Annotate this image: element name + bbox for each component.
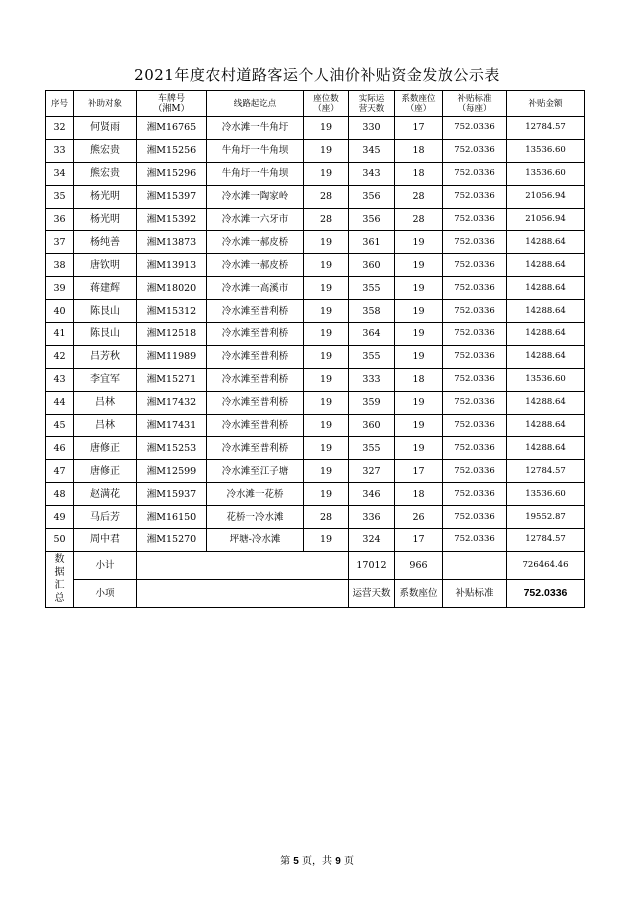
table-row: [46, 345, 585, 368]
header-days: [349, 91, 395, 117]
cell-seats: 19: [304, 483, 349, 506]
cell-standard: 752.0336: [443, 437, 507, 460]
summary-standard-label: 补贴标准: [443, 579, 507, 607]
header-seats-line1: 座位数: [313, 93, 339, 104]
cell-amount: 13536.60: [507, 368, 585, 391]
cell-plate: 湘M16150: [137, 506, 207, 529]
cell-seats: 28: [304, 185, 349, 208]
cell-seq: 50: [46, 529, 74, 552]
header-standard-line2: （每座）: [457, 103, 492, 114]
summary-empty-cell: [443, 551, 507, 579]
cell-standard: 752.0336: [443, 208, 507, 231]
table-row: [46, 139, 585, 162]
cell-plate: 湘M15937: [137, 483, 207, 506]
summary-empty-cell: [137, 579, 349, 607]
summary-subtotal-amount: 726464.46: [507, 551, 585, 579]
cell-plate: 湘M11989: [137, 345, 207, 368]
cell-days: 343: [349, 162, 395, 185]
cell-days: 360: [349, 414, 395, 437]
cell-coef: 26: [395, 506, 443, 529]
summary-subtotal-days: 17012: [349, 551, 395, 579]
cell-days: 361: [349, 231, 395, 254]
summary-standard-value: 752.0336: [507, 579, 585, 607]
header-seats: [304, 91, 349, 117]
cell-standard: 752.0336: [443, 254, 507, 277]
cell-seats: 19: [304, 460, 349, 483]
header-plate-line1: 车牌号: [157, 93, 185, 104]
cell-plate: 湘M15296: [137, 162, 207, 185]
cell-amount: 12784.57: [507, 117, 585, 140]
cell-days: 327: [349, 460, 395, 483]
cell-standard: 752.0336: [443, 162, 507, 185]
cell-days: 336: [349, 506, 395, 529]
cell-standard: 752.0336: [443, 529, 507, 552]
header-days-line2: 营天数: [358, 103, 385, 114]
subsidy-table: [45, 90, 585, 608]
cell-seq: 44: [46, 391, 74, 414]
table-row: [46, 506, 585, 529]
table-row: [46, 185, 585, 208]
cell-seats: 19: [304, 117, 349, 140]
cell-standard: 752.0336: [443, 345, 507, 368]
table-header-row: [46, 91, 585, 117]
cell-seats: 19: [304, 139, 349, 162]
cell-name: 唐修正: [74, 437, 137, 460]
cell-plate: 湘M12599: [137, 460, 207, 483]
summary-coef-label: 系数座位: [395, 579, 443, 607]
cell-coef: 18: [395, 139, 443, 162]
cell-standard: 752.0336: [443, 277, 507, 300]
cell-days: 355: [349, 437, 395, 460]
table-row: [46, 460, 585, 483]
cell-coef: 18: [395, 162, 443, 185]
header-name: 补助对象: [74, 91, 137, 117]
cell-name: 熊宏贵: [74, 162, 137, 185]
cell-coef: 17: [395, 529, 443, 552]
cell-seats: 19: [304, 162, 349, 185]
cell-amount: 14288.64: [507, 277, 585, 300]
cell-coef: 19: [395, 414, 443, 437]
cell-seq: 38: [46, 254, 74, 277]
cell-standard: 752.0336: [443, 368, 507, 391]
cell-plate: 湘M15397: [137, 185, 207, 208]
cell-days: 356: [349, 208, 395, 231]
header-standard-line1: 补贴标准: [457, 93, 492, 104]
cell-route: 冷水滩一郝皮桥: [207, 254, 304, 277]
cell-route: 牛角圩一牛角坝: [207, 139, 304, 162]
cell-route: 坪塘-冷水滩: [207, 529, 304, 552]
cell-standard: 752.0336: [443, 117, 507, 140]
cell-seq: 34: [46, 162, 74, 185]
cell-seq: 48: [46, 483, 74, 506]
cell-coef: 17: [395, 117, 443, 140]
cell-days: 333: [349, 368, 395, 391]
cell-standard: 752.0336: [443, 185, 507, 208]
cell-seq: 49: [46, 506, 74, 529]
cell-seq: 40: [46, 300, 74, 323]
summary-category: 数据汇总: [46, 551, 74, 607]
cell-days: 330: [349, 117, 395, 140]
cell-coef: 19: [395, 437, 443, 460]
cell-days: 359: [349, 391, 395, 414]
cell-standard: 752.0336: [443, 460, 507, 483]
cell-coef: 18: [395, 368, 443, 391]
cell-name: 赵满花: [74, 483, 137, 506]
cell-name: 杨光明: [74, 185, 137, 208]
cell-days: 364: [349, 323, 395, 346]
header-seats-line2: （座）: [313, 103, 339, 114]
table-row: [46, 117, 585, 140]
cell-coef: 19: [395, 345, 443, 368]
cell-standard: 752.0336: [443, 483, 507, 506]
cell-plate: 湘M15271: [137, 368, 207, 391]
cell-plate: 湘M12518: [137, 323, 207, 346]
cell-seats: 19: [304, 529, 349, 552]
table-row: [46, 208, 585, 231]
cell-name: 熊宏贵: [74, 139, 137, 162]
cell-route: 冷水滩一高溪市: [207, 277, 304, 300]
cell-name: 马后芳: [74, 506, 137, 529]
cell-standard: 752.0336: [443, 323, 507, 346]
cell-coef: 19: [395, 254, 443, 277]
cell-seq: 45: [46, 414, 74, 437]
cell-plate: 湘M17432: [137, 391, 207, 414]
cell-standard: 752.0336: [443, 391, 507, 414]
header-standard: [443, 91, 507, 117]
header-coef-line2: （座）: [405, 103, 432, 114]
cell-amount: 21056.94: [507, 208, 585, 231]
cell-coef: 19: [395, 391, 443, 414]
summary-item-label: 小项: [74, 579, 137, 607]
cell-seats: 19: [304, 391, 349, 414]
cell-plate: 湘M15253: [137, 437, 207, 460]
cell-seats: 19: [304, 368, 349, 391]
cell-name: 吕芳秋: [74, 345, 137, 368]
cell-route: 冷水滩至普利桥: [207, 368, 304, 391]
cell-plate: 湘M15256: [137, 139, 207, 162]
cell-standard: 752.0336: [443, 139, 507, 162]
cell-route: 牛角圩一牛角坝: [207, 162, 304, 185]
cell-seq: 39: [46, 277, 74, 300]
cell-days: 358: [349, 300, 395, 323]
cell-standard: 752.0336: [443, 231, 507, 254]
header-route: 线路起讫点: [207, 91, 304, 117]
header-amount: 补贴金额: [507, 91, 585, 117]
cell-days: 360: [349, 254, 395, 277]
cell-coef: 17: [395, 460, 443, 483]
cell-name: 唐钦明: [74, 254, 137, 277]
cell-coef: 19: [395, 277, 443, 300]
table-row: [46, 231, 585, 254]
cell-seq: 35: [46, 185, 74, 208]
cell-coef: 19: [395, 323, 443, 346]
cell-plate: 湘M17431: [137, 414, 207, 437]
table-row: [46, 323, 585, 346]
cell-seq: 47: [46, 460, 74, 483]
cell-route: 冷水滩一牛角圩: [207, 117, 304, 140]
header-seq: 序号: [46, 91, 74, 117]
cell-coef: 19: [395, 300, 443, 323]
summary-row-items: [46, 579, 585, 607]
header-coef-line1: 系数座位: [401, 93, 436, 104]
table-row: [46, 277, 585, 300]
cell-amount: 19552.87: [507, 506, 585, 529]
cell-seats: 19: [304, 345, 349, 368]
cell-seq: 32: [46, 117, 74, 140]
footer-middle: 页，共: [302, 856, 332, 867]
table-body: [46, 91, 585, 608]
cell-name: 陈艮山: [74, 323, 137, 346]
cell-amount: 12784.57: [507, 529, 585, 552]
summary-days-label: 运营天数: [349, 579, 395, 607]
cell-route: 冷水滩至普利桥: [207, 323, 304, 346]
cell-amount: 13536.60: [507, 162, 585, 185]
cell-plate: 湘M15312: [137, 300, 207, 323]
cell-amount: 13536.60: [507, 139, 585, 162]
cell-route: 冷水滩至普利桥: [207, 437, 304, 460]
cell-plate: 湘M16765: [137, 117, 207, 140]
cell-seq: 41: [46, 323, 74, 346]
table-row: [46, 483, 585, 506]
table-row: [46, 254, 585, 277]
footer-prefix: 第: [280, 856, 291, 867]
cell-route: 冷水滩至普利桥: [207, 345, 304, 368]
cell-route: 冷水滩至普利桥: [207, 414, 304, 437]
cell-seq: 43: [46, 368, 74, 391]
cell-seq: 36: [46, 208, 74, 231]
table-row: [46, 391, 585, 414]
cell-standard: 752.0336: [443, 300, 507, 323]
table-row: [46, 162, 585, 185]
summary-subtotal-label: 小计: [74, 551, 137, 579]
cell-route: 冷水滩一六牙市: [207, 208, 304, 231]
cell-standard: 752.0336: [443, 506, 507, 529]
page-title: 2021年度农村道路客运个人油价补贴资金发放公示表: [134, 66, 500, 84]
table-row: [46, 414, 585, 437]
cell-seats: 28: [304, 506, 349, 529]
cell-days: 346: [349, 483, 395, 506]
cell-amount: 14288.64: [507, 254, 585, 277]
summary-subtotal-coef: 966: [395, 551, 443, 579]
cell-coef: 28: [395, 185, 443, 208]
cell-seq: 37: [46, 231, 74, 254]
cell-plate: 湘M15270: [137, 529, 207, 552]
cell-seats: 19: [304, 277, 349, 300]
page-footer: [0, 852, 634, 867]
cell-days: 345: [349, 139, 395, 162]
cell-amount: 14288.64: [507, 345, 585, 368]
footer-suffix: 页: [343, 856, 354, 867]
cell-route: 冷水滩至江子塘: [207, 460, 304, 483]
cell-amount: 12784.57: [507, 460, 585, 483]
cell-name: 何贤雨: [74, 117, 137, 140]
cell-name: 吕林: [74, 414, 137, 437]
cell-days: 356: [349, 185, 395, 208]
cell-seq: 33: [46, 139, 74, 162]
cell-standard: 752.0336: [443, 414, 507, 437]
cell-name: 蒋建辉: [74, 277, 137, 300]
cell-seats: 19: [304, 437, 349, 460]
summary-row-subtotal: [46, 551, 585, 579]
header-plate-line2: （湘M）: [153, 103, 190, 114]
cell-seats: 19: [304, 231, 349, 254]
cell-plate: 湘M13873: [137, 231, 207, 254]
cell-amount: 21056.94: [507, 185, 585, 208]
cell-seats: 19: [304, 300, 349, 323]
cell-seats: 28: [304, 208, 349, 231]
cell-seq: 46: [46, 437, 74, 460]
cell-name: 陈艮山: [74, 300, 137, 323]
cell-amount: 13536.60: [507, 483, 585, 506]
cell-name: 李宜军: [74, 368, 137, 391]
cell-days: 355: [349, 345, 395, 368]
cell-name: 唐修正: [74, 460, 137, 483]
cell-name: 周中君: [74, 529, 137, 552]
cell-plate: 湘M13913: [137, 254, 207, 277]
cell-route: 花桥一冷水滩: [207, 506, 304, 529]
cell-plate: 湘M15392: [137, 208, 207, 231]
cell-amount: 14288.64: [507, 391, 585, 414]
cell-days: 324: [349, 529, 395, 552]
cell-amount: 14288.64: [507, 323, 585, 346]
footer-total-pages: 9: [335, 856, 341, 867]
cell-seats: 19: [304, 414, 349, 437]
cell-route: 冷水滩一陶家岭: [207, 185, 304, 208]
cell-seq: 42: [46, 345, 74, 368]
cell-route: 冷水滩一郝皮桥: [207, 231, 304, 254]
table-row: [46, 437, 585, 460]
cell-amount: 14288.64: [507, 300, 585, 323]
header-coef: [395, 91, 443, 117]
summary-empty-cell: [137, 551, 349, 579]
cell-amount: 14288.64: [507, 231, 585, 254]
cell-route: 冷水滩一花桥: [207, 483, 304, 506]
cell-amount: 14288.64: [507, 414, 585, 437]
header-plate: [137, 91, 207, 117]
cell-coef: 19: [395, 231, 443, 254]
cell-name: 杨纯善: [74, 231, 137, 254]
cell-amount: 14288.64: [507, 437, 585, 460]
cell-days: 355: [349, 277, 395, 300]
table-row: [46, 529, 585, 552]
cell-plate: 湘M18020: [137, 277, 207, 300]
cell-coef: 18: [395, 483, 443, 506]
table-row: [46, 368, 585, 391]
cell-seats: 19: [304, 323, 349, 346]
cell-route: 冷水滩至普利桥: [207, 391, 304, 414]
cell-name: 吕林: [74, 391, 137, 414]
footer-page-number: 5: [293, 856, 299, 867]
table-row: [46, 300, 585, 323]
cell-coef: 28: [395, 208, 443, 231]
cell-route: 冷水滩至普利桥: [207, 300, 304, 323]
cell-name: 杨光明: [74, 208, 137, 231]
header-days-line1: 实际运: [358, 93, 385, 104]
cell-seats: 19: [304, 254, 349, 277]
